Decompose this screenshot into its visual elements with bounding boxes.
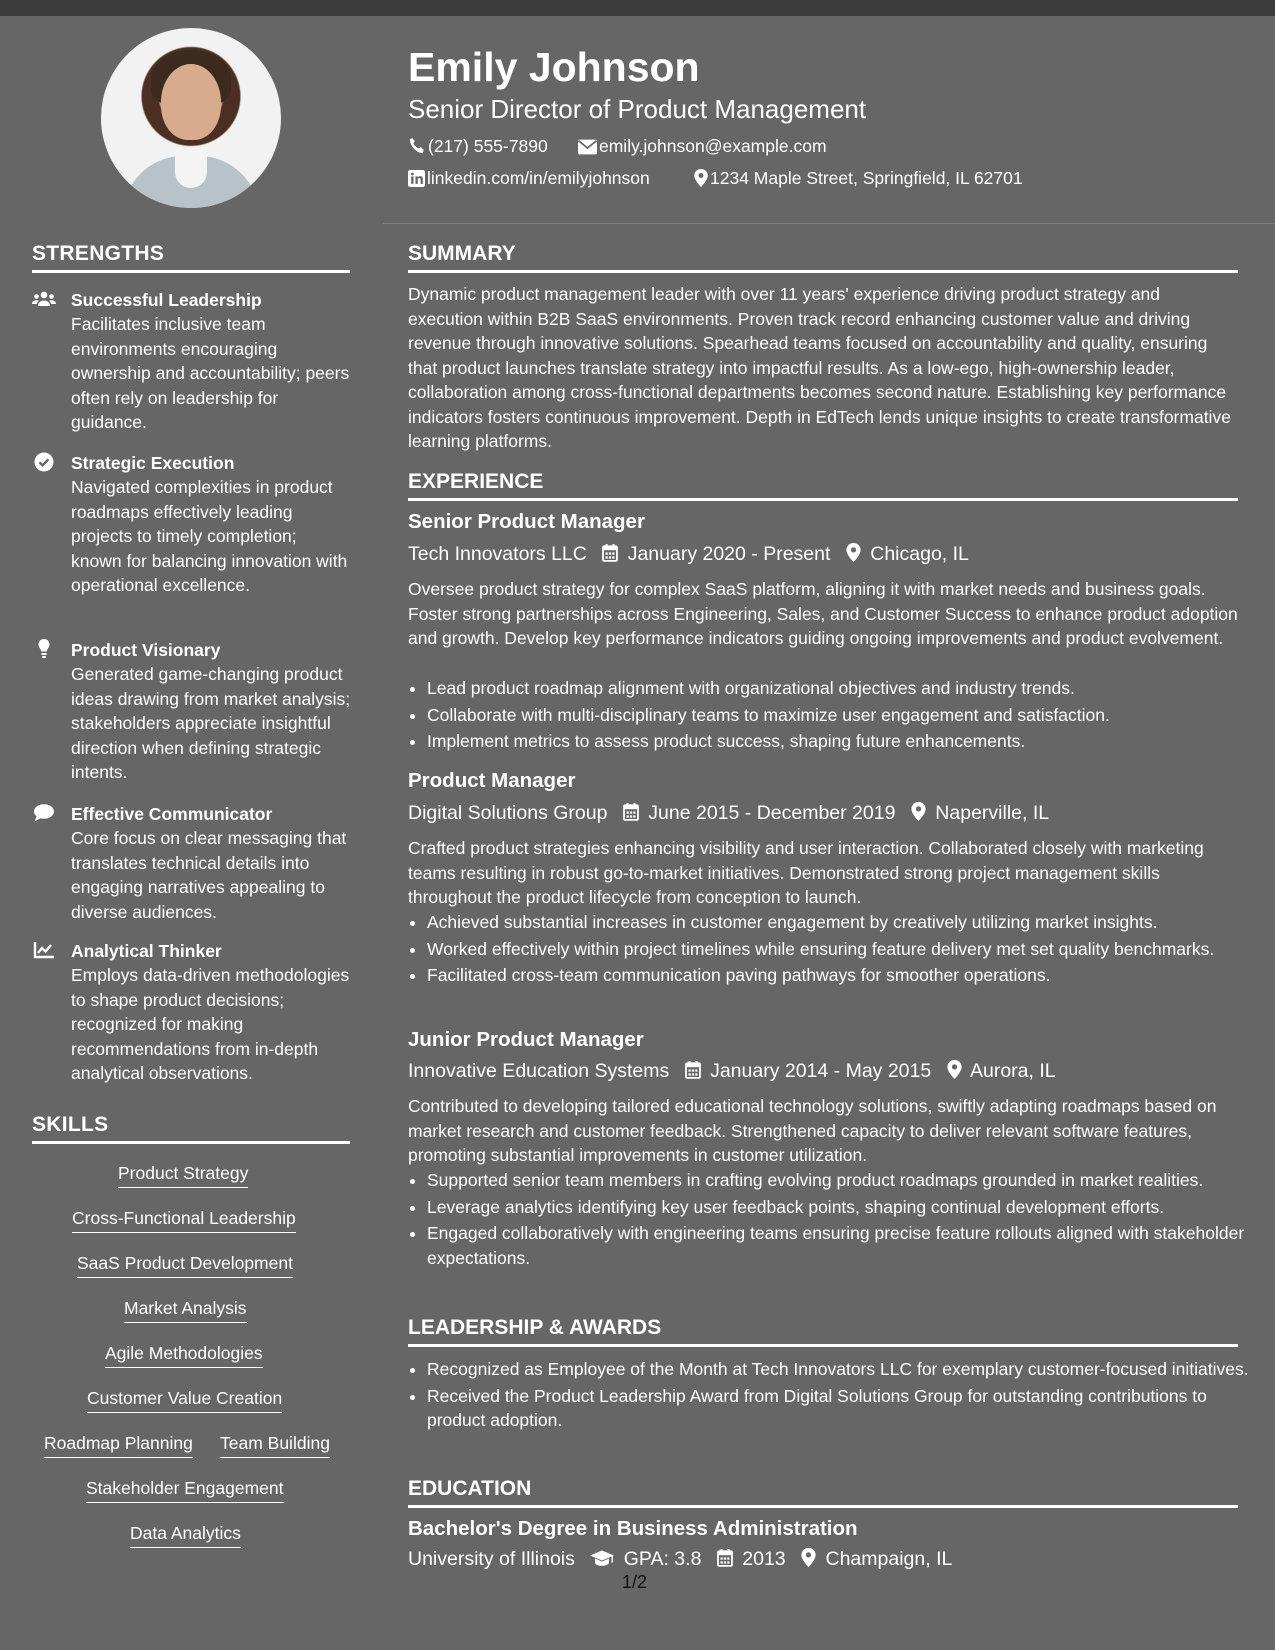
job-bullets — [408, 910, 1257, 990]
job-dates: June 2015 - December 2019 — [648, 802, 896, 824]
skill-tag: Roadmap Planning — [44, 1431, 193, 1458]
job-meta — [408, 802, 1049, 825]
company-name: Digital Solutions Group — [408, 802, 608, 824]
school-location: Champaign, IL — [825, 1548, 953, 1570]
strength-description: Navigated complexities in product roadmaps effectively leading projects to timely completion; known for balancing innovation with operational excellence. — [71, 477, 348, 595]
contact-address: 1234 Maple Street, Springfield, IL 62701 — [694, 166, 1023, 190]
company-name: Innovative Education Systems — [408, 1060, 670, 1082]
envelope-icon — [578, 139, 597, 155]
skill-tag: Team Building — [220, 1431, 330, 1458]
education-meta — [408, 1548, 952, 1571]
job-bullets — [408, 676, 1257, 756]
profile-photo — [101, 28, 281, 208]
skill-tag: Cross-Functional Leadership — [72, 1206, 296, 1233]
check-circle-icon — [32, 452, 56, 472]
skills-heading: SKILLS — [32, 1113, 350, 1144]
job-location: Naperville, IL — [935, 802, 1050, 824]
list-item: • Supported senior team members in crafting evolving product roadmaps grounded in market realities. — [427, 1168, 1257, 1193]
experience-heading: EXPERIENCE — [408, 470, 1238, 501]
job-dates: January 2020 - Present — [627, 543, 831, 565]
skill-tag: Customer Value Creation — [87, 1386, 282, 1413]
strength-description: Core focus on clear messaging that translates technical details into engaging narratives appealing to diverse audiences. — [71, 828, 347, 922]
lightbulb-icon — [32, 639, 56, 659]
education-heading: EDUCATION — [408, 1477, 1238, 1508]
strength-title: Strategic Execution — [71, 453, 235, 473]
skill-tag: Agile Methodologies — [105, 1341, 263, 1368]
line-chart-icon — [32, 940, 56, 960]
map-pin-icon — [947, 1060, 962, 1079]
job-description: Contributed to developing tailored educational technology solutions, swiftly adapting roadmaps based on market research and customer feedback. Strengthened capacity to deliver relevant software features, promoting substantial improvements in customer utilization. — [408, 1096, 1217, 1165]
map-pin-icon — [801, 1548, 816, 1567]
skill-tag: Market Analysis — [124, 1296, 247, 1323]
phone-icon — [408, 137, 426, 155]
strength-item — [32, 939, 352, 1086]
candidate-name: Emily Johnson — [408, 44, 700, 90]
company-name: Tech Innovators LLC — [408, 543, 587, 565]
job-title: Product Manager — [408, 769, 576, 792]
job-title: Junior Product Manager — [408, 1028, 644, 1051]
map-pin-icon — [694, 169, 708, 187]
job-dates: January 2014 - May 2015 — [710, 1060, 932, 1082]
list-item: • Achieved substantial increases in customer engagement by creatively utilizing market insights. — [427, 910, 1257, 935]
strength-title: Successful Leadership — [71, 290, 262, 310]
top-bar — [0, 0, 1275, 16]
strength-item — [32, 451, 352, 598]
page-number: 1/2 — [622, 1572, 648, 1592]
job-description: Oversee product strategy for complex SaaS platform, aligning it with market needs and business goals. Foster strong partnerships across Engineering, Sales, and Customer Success to enhance product adoption and growth. Develop key performance indicators guiding ongoing improvements and product evolvement. — [408, 579, 1238, 648]
calendar-icon — [602, 544, 618, 562]
strength-item — [32, 288, 352, 435]
list-item: • Lead product roadmap alignment with organizational objectives and industry trends. — [427, 676, 1257, 701]
calendar-icon — [717, 1549, 733, 1567]
list-item: • Collaborate with multi-disciplinary teams to maximize user engagement and satisfaction. — [427, 703, 1257, 728]
strength-description: Facilitates inclusive team environments encouraging ownership and accountability; peers often rely on leadership for guidance. — [71, 314, 350, 432]
contact-email[interactable]: emily.johnson@example.com — [578, 134, 827, 158]
map-pin-icon — [911, 802, 926, 821]
list-item: • Recognized as Employee of the Month at Tech Innovators LLC for exemplary customer-focused initiatives. — [427, 1357, 1257, 1382]
calendar-icon — [623, 803, 639, 821]
strength-item — [32, 802, 352, 924]
map-pin-icon — [846, 543, 861, 562]
awards-heading: LEADERSHIP & AWARDS — [408, 1316, 1238, 1347]
list-item: • Facilitated cross-team communication paving pathways for smoother operations. — [427, 963, 1257, 988]
gpa: GPA: 3.8 — [623, 1548, 702, 1570]
list-item: • Engaged collaboratively with engineering teams ensuring precise feature rollouts aligned with stakeholder expectations. — [427, 1221, 1257, 1270]
job-location: Chicago, IL — [870, 543, 969, 565]
graduation-cap-icon — [590, 1550, 614, 1567]
summary-text: Dynamic product management leader with over 11 years' experience driving product strategy and execution within B2B SaaS environments. Proven track record enhancing customer value and driving revenue through innovative solutions. Spearhead teams focused on accountability and quality, ensuring that product launches translate strategy into impactful results. As a low-ego, high-ownership leader, collaboration among cross-functional departments becomes second nature. Establishing key performance indicators fosters continuous improvement. Depth in EdTech lends unique insights to create transformative learning platforms. — [408, 284, 1231, 451]
summary-heading: SUMMARY — [408, 242, 1238, 273]
skill-tag: Data Analytics — [130, 1521, 241, 1548]
list-item: • Worked effectively within project timelines while ensuring feature delivery met set quality benchmarks. — [427, 937, 1257, 962]
strengths-heading: STRENGTHS — [32, 242, 350, 273]
job-meta — [408, 1060, 1056, 1083]
strength-description: Generated game-changing product ideas drawing from market analysis; stakeholders appreciate insightful direction when defining strategic intents. — [71, 664, 351, 782]
degree-title: Bachelor's Degree in Business Administration — [408, 1517, 858, 1540]
list-item: • Implement metrics to assess product success, shaping future enhancements. — [427, 729, 1257, 754]
speech-bubble-icon — [32, 803, 56, 823]
awards-list — [408, 1357, 1257, 1435]
job-description: Crafted product strategies enhancing visibility and user interaction. Collaborated closely with marketing teams resulting in robust go-to-market initiatives. Demonstrated strong project management skills throughout the product lifecycle from conception to launch. — [408, 838, 1204, 907]
job-title: Senior Product Manager — [408, 510, 645, 533]
school-name: University of Illinois — [408, 1548, 575, 1570]
strength-item — [32, 638, 352, 785]
contact-phone: (217) 555-7890 — [408, 134, 548, 158]
job-meta — [408, 543, 969, 566]
users-icon — [32, 289, 56, 309]
skill-tag: SaaS Product Development — [77, 1251, 293, 1278]
contact-linkedin[interactable]: linkedin.com/in/emilyjohnson — [408, 166, 650, 190]
list-item: • Received the Product Leadership Award from Digital Solutions Group for outstanding contributions to product adoption. — [427, 1384, 1257, 1433]
candidate-title: Senior Director of Product Management — [408, 94, 867, 124]
header-divider — [383, 223, 1275, 224]
list-item: • Leverage analytics identifying key user feedback points, shaping continual development efforts. — [427, 1195, 1257, 1220]
strength-description: Employs data-driven methodologies to shape product decisions; recognized for making recommendations from in-depth analytical observations. — [71, 965, 350, 1083]
calendar-icon — [685, 1061, 701, 1079]
skill-tag: Product Strategy — [118, 1161, 248, 1188]
job-bullets — [408, 1168, 1257, 1272]
strength-title: Effective Communicator — [71, 804, 273, 824]
linkedin-icon — [408, 170, 425, 187]
strength-title: Analytical Thinker — [71, 941, 222, 961]
job-location: Aurora, IL — [969, 1060, 1056, 1082]
skill-tag: Stakeholder Engagement — [86, 1476, 284, 1503]
strength-title: Product Visionary — [71, 640, 221, 660]
graduation-year: 2013 — [742, 1548, 786, 1570]
